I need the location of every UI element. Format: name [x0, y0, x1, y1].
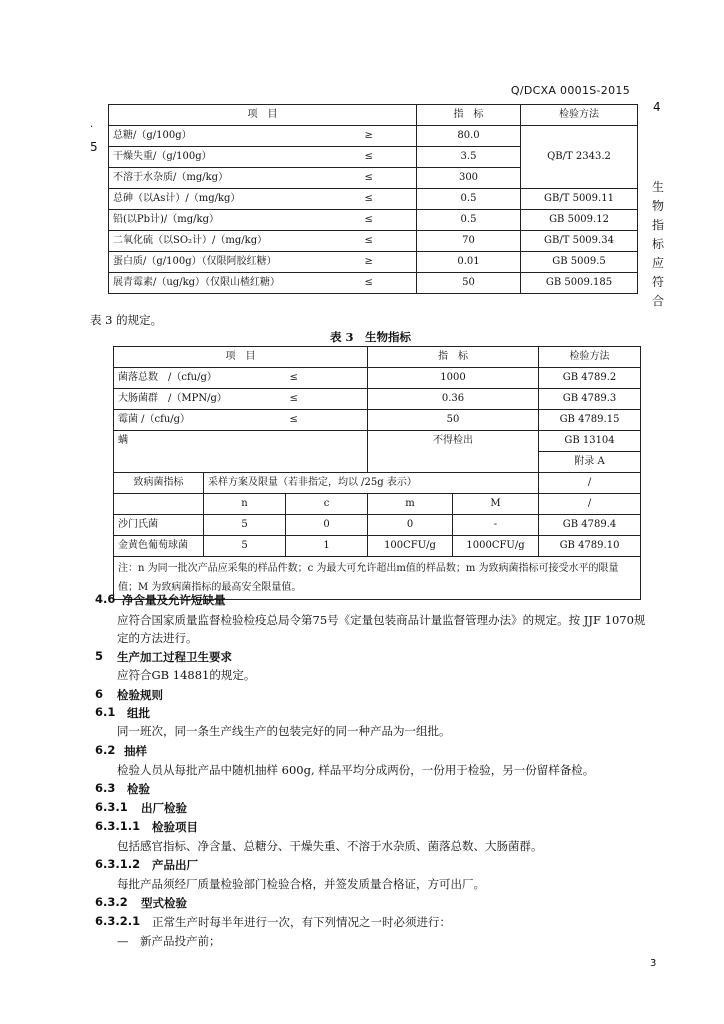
pathogen-label: 致病菌指标 [114, 473, 204, 494]
physchem-table [108, 104, 638, 294]
section-title: 出厂检验 [141, 801, 187, 815]
paragraph: 正常生产时每半年进行一次，有下列情况之一时必须进行： [152, 915, 451, 929]
pathogen-name: 沙门氏菌 [114, 515, 204, 536]
side-char: 应 [652, 256, 665, 270]
item-name: 干燥失重/（g/100g） [109, 147, 322, 168]
section-number: 6.1 [95, 705, 116, 719]
method: GB/T 5009.11 [521, 189, 638, 210]
table-row [114, 494, 641, 515]
sub-header-c: c [286, 494, 368, 515]
section-title: 型式检验 [141, 896, 187, 910]
header-value: 指 标 [417, 105, 521, 126]
header-method: 检验方法 [539, 347, 641, 368]
item-name: 大肠菌群 /（MPN/g） [114, 389, 286, 410]
section-number: 6.2 [95, 743, 116, 757]
method: GB 5009.185 [521, 273, 638, 294]
header-item: 项 目 [109, 105, 417, 126]
method: GB 4789.4 [539, 515, 641, 536]
table-row [114, 368, 641, 389]
section-title: 净含量及允许短缺量 [122, 593, 226, 607]
method: GB 5009.12 [521, 210, 638, 231]
item-name: 展青霉素/（ug/kg）（仅限山楂红糖） [109, 273, 322, 294]
section-number: 6.3.1.1 [95, 819, 141, 833]
side-char: 生 [652, 180, 665, 194]
table-note: 注：n 为同一批次产品应采集的样品件数；c 为最大可允许超出m值的样品数；m 为致病菌指标可接受水平的限量值；M 为致病菌指标的最高安全限量值。 [114, 557, 641, 600]
section-title: 抽样 [124, 744, 147, 758]
comparator: ≤ [322, 147, 417, 168]
side-char: 合 [652, 294, 665, 308]
item-name: 铅(以Pb计)/（mg/kg） [109, 210, 322, 231]
section-number: 6.3.1 [95, 800, 128, 814]
section-number: 6 [95, 687, 104, 701]
sub-header-m: m [368, 494, 453, 515]
header-item: 项 目 [114, 347, 368, 368]
table-header-row [109, 105, 638, 126]
table-row [114, 515, 641, 536]
c-value: 1 [286, 536, 368, 557]
value: 0.5 [417, 189, 521, 210]
section-number: 6.3.2 [95, 895, 128, 909]
method: GB 5009.5 [521, 252, 638, 273]
value: 3.5 [417, 147, 521, 168]
value: 0.36 [368, 389, 539, 410]
section-title: 检验项目 [152, 820, 198, 834]
comparator: ≤ [322, 189, 417, 210]
pathogen-name: 金黄色葡萄球菌 [114, 536, 204, 557]
empty-cell [114, 494, 204, 515]
table-row [109, 126, 638, 147]
section-title: 检验规则 [117, 688, 163, 702]
method: QB/T 2343.2 [521, 126, 638, 189]
sub-header-n: n [204, 494, 286, 515]
section-number: 6.3 [95, 781, 116, 795]
item-name: 霉菌 /（cfu/g） [114, 410, 286, 431]
table3-caption: 表 3 生物指标 [330, 330, 412, 344]
side-char: 物 [652, 199, 665, 213]
sub-header-M: M [453, 494, 539, 515]
table-row [109, 231, 638, 252]
method: GB 4789.10 [539, 536, 641, 557]
standard-code: Q/DCXA 0001S-2015 [510, 84, 630, 97]
value: 50 [417, 273, 521, 294]
paragraph: 应符合国家质量监督检验检疫总局令第75号《定量包装商品计量监督管理办法》的规定。按 JJF 1070规定的方法进行。 [117, 613, 646, 645]
table-row [114, 410, 641, 431]
sub-header-method: / [539, 494, 641, 515]
table-row [114, 536, 641, 557]
paragraph: 检验人员从每批产品中随机抽样 600g, 样品平均分成两份，一份用于检验，另一份留样备检。 [117, 763, 595, 777]
margin-mark: · [90, 122, 94, 133]
method: / [539, 473, 641, 494]
sampling-plan: 采样方案及限量（若非指定，均以 /25g 表示） [204, 473, 539, 494]
m-value: 0 [368, 515, 453, 536]
comparator: ≤ [322, 210, 417, 231]
method: GB 13104 [539, 431, 641, 452]
item-name: 二氧化硫（以SO₂计）/（mg/kg） [109, 231, 322, 252]
comparator: ≥ [322, 126, 417, 147]
paragraph: 每批产品须经厂质量检验部门检验合格，并签发质量合格证，方可出厂。 [117, 877, 485, 891]
value: 1000 [368, 368, 539, 389]
comparator: ≤ [286, 410, 368, 431]
intro-line: 表 3 的规定。 [90, 313, 163, 327]
microbial-table [113, 346, 641, 600]
value: 0.01 [417, 252, 521, 273]
side-char: 符 [652, 275, 665, 289]
comparator: ≥ [322, 252, 417, 273]
item-name: 总砷（以As计）/（mg/kg） [109, 189, 322, 210]
section-title: 检验 [127, 782, 150, 796]
value: 50 [368, 410, 539, 431]
page-number: 3 [650, 958, 657, 969]
paragraph: 应符合GB 14881的规定。 [117, 668, 256, 682]
method: GB 4789.3 [539, 389, 641, 410]
item-name: 不溶于水杂质/（mg/kg） [109, 168, 322, 189]
method: GB 4789.15 [539, 410, 641, 431]
value: 70 [417, 231, 521, 252]
table-row [109, 210, 638, 231]
comparator: ≤ [322, 273, 417, 294]
side-char: 标 [652, 237, 665, 251]
M-value: 1000CFU/g [453, 536, 539, 557]
value: 80.0 [417, 126, 521, 147]
section-title: 产品出厂 [152, 858, 198, 872]
method-appendix: 附录 A [539, 452, 641, 473]
paragraph: 包括感官指标、净含量、总糖分、干燥失重、不溶于水杂质、菌落总数、大肠菌群。 [117, 839, 543, 853]
section-number: 5 [95, 649, 104, 663]
table-row [114, 473, 641, 494]
value: 不得检出 [368, 431, 539, 473]
comparator: ≤ [322, 231, 417, 252]
M-value: - [453, 515, 539, 536]
method: GB 4789.2 [539, 368, 641, 389]
paragraph: 同一班次，同一条生产线生产的包装完好的同一种产品为一组批。 [117, 724, 451, 738]
comparator: ≤ [286, 368, 368, 389]
comparator: ≤ [286, 389, 368, 410]
side-char: 指 [652, 218, 665, 232]
section-title: 组批 [127, 706, 150, 720]
value: 300 [417, 168, 521, 189]
n-value: 5 [204, 515, 286, 536]
c-value: 0 [286, 515, 368, 536]
n-value: 5 [204, 536, 286, 557]
list-item: — 新产品投产前； [117, 934, 221, 948]
header-value: 指 标 [368, 347, 539, 368]
item-name: 总糖/（g/100g） [109, 126, 322, 147]
table-row [114, 431, 641, 452]
value: 0.5 [417, 210, 521, 231]
table-row [109, 273, 638, 294]
item-name: 蛋白质/（g/100g）（仅限阿胶红糖） [109, 252, 322, 273]
header-method: 检验方法 [521, 105, 638, 126]
margin-number-5: 5 [90, 140, 98, 154]
section-number: 6.3.2.1 [95, 914, 141, 928]
section-title: 生产加工过程卫生要求 [117, 650, 232, 664]
item-name: 螨 [114, 431, 368, 473]
table-row [114, 389, 641, 410]
comparator: ≤ [322, 168, 417, 189]
table-row [109, 189, 638, 210]
section-number: 6.3.1.2 [95, 857, 141, 871]
method: GB/T 5009.34 [521, 231, 638, 252]
section-number: 4.6 [95, 592, 116, 606]
item-name: 菌落总数 /（cfu/g） [114, 368, 286, 389]
table-header-row [114, 347, 641, 368]
table-row [109, 252, 638, 273]
m-value: 100CFU/g [368, 536, 453, 557]
margin-number-4: 4 [653, 100, 661, 114]
